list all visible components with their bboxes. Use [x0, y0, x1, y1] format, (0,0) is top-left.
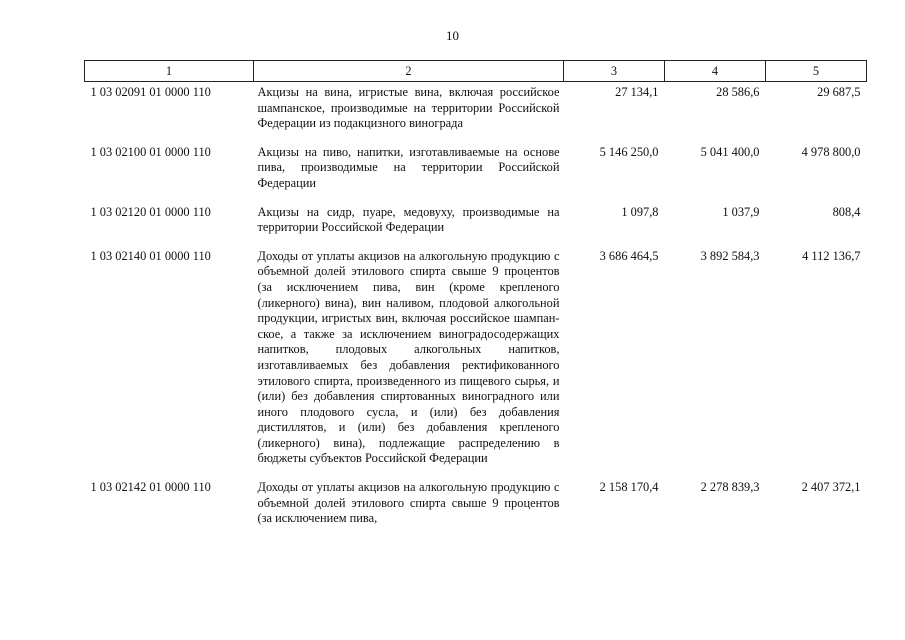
row-value-col3: 1 097,8	[621, 204, 659, 219]
header-row	[85, 61, 867, 82]
row-description: Доходы от уплаты акцизов на алкогольную продукцию с объемной долей этилового спирта свыше 9 процентов (за исключением пива,	[257, 480, 560, 526]
row-value-col4: 1 037,9	[722, 204, 760, 219]
row-value-col4: 3 892 584,3	[700, 248, 760, 263]
table-row	[85, 82, 867, 142]
row-value-col4: 5 041 400,0	[700, 144, 760, 159]
row-description: Акцизы на сидр, пуаре, медовуху, производимые на территории Российской Федерации	[257, 204, 560, 235]
row-value-col4: 2 278 839,3	[700, 480, 760, 495]
row-value-col3: 3 686 464,5	[599, 248, 659, 263]
column-header-5: 5	[766, 61, 867, 82]
row-description: Доходы от уплаты акцизов на алкогольную продукцию с объемной долей этилового спирта свыше 9 процентов (за исключением пива, вин (кроме крепленого (ликерного) вина), вин наливом, плодовой алкогольной продукции, игристых вин, включая российское шампанское, а также за исключением виноградосодержащих напитков, плодовых алкогольных напитков, изготавливаемых без добавления ректификованного этилового спирта, произведенного из пищевого сырья, и (или) без добавления спиртованных виноградного или иного плодового сусла, и (или) без добавления дистиллятов, и (или) без добавления крепленого (ликерного) вина), подлежащие распределению в бюджеты субъектов Российской Федерации	[257, 248, 560, 466]
row-value-col4: 28 586,6	[716, 85, 760, 99]
row-code: 1 03 02100 01 0000 110	[90, 144, 211, 159]
row-code: 1 03 02091 01 0000 110	[90, 85, 211, 99]
column-header-2: 2	[254, 61, 564, 82]
page-number: 10	[446, 28, 459, 43]
row-value-col3: 27 134,1	[615, 85, 659, 99]
table-row	[85, 142, 867, 202]
row-value-col5: 808,4	[832, 204, 861, 219]
row-value-col5: 2 407 372,1	[801, 480, 861, 495]
row-value-col5: 29 687,5	[817, 85, 861, 99]
row-value-col3: 5 146 250,0	[599, 144, 659, 159]
column-header-3: 3	[564, 61, 665, 82]
revenue-table	[84, 60, 867, 537]
row-code: 1 03 02140 01 0000 110	[90, 248, 211, 263]
row-value-col3: 2 158 170,4	[599, 480, 659, 495]
column-header-1: 1	[85, 61, 254, 82]
row-value-col5: 4 112 136,7	[802, 248, 861, 263]
column-header-4: 4	[665, 61, 766, 82]
row-code: 1 03 02142 01 0000 110	[90, 480, 211, 495]
row-value-col5: 4 978 800,0	[801, 144, 861, 159]
table-row	[85, 202, 867, 246]
table-row	[85, 477, 867, 537]
row-description: Акцизы на пиво, напитки, изготавливаемые на основе пива, производимые на территории Российской Федерации	[257, 144, 560, 190]
table-row	[85, 246, 867, 477]
row-code: 1 03 02120 01 0000 110	[90, 204, 211, 219]
row-description: Акцизы на вина, игристые вина, включая российское шампанское, производимые на территории Российской Федерации из подакцизного винограда	[257, 85, 560, 131]
